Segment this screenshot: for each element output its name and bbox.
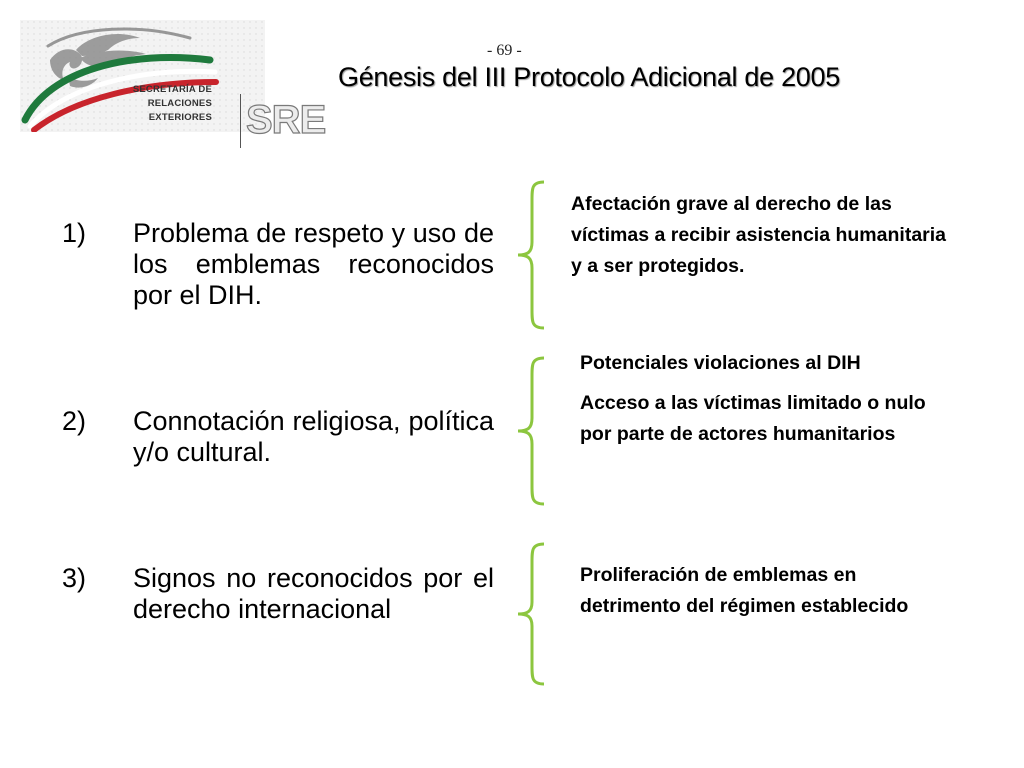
logo-agency-name xyxy=(126,83,212,125)
consequence-block xyxy=(580,348,960,450)
item-text: Signos no reconocidos por el derecho internacional xyxy=(133,563,494,624)
sre-logo xyxy=(20,20,326,142)
brace-icon xyxy=(512,180,548,330)
item-text: Problema de respeto y uso de los emblemas reconocidos por el DIH. xyxy=(133,218,494,310)
consequence-block xyxy=(571,189,961,282)
slide-title: Génesis del III Protocolo Adicional de 2005 xyxy=(338,62,840,92)
consequence-text: Acceso a las víctimas limitado o nulo por parte de actores humanitarios xyxy=(580,392,926,445)
item-number: 1) xyxy=(62,218,87,248)
consequence-text: Proliferación de emblemas en detrimento del régimen establecido xyxy=(580,564,909,617)
page-number: - 69 - xyxy=(487,42,522,59)
brace-icon xyxy=(512,542,548,686)
list-item xyxy=(62,218,494,311)
consequence-text: Potenciales violaciones al DIH xyxy=(580,352,861,374)
item-text: Connotación religiosa, política y/o cultural. xyxy=(133,406,494,467)
logo-line: EXTERIORES xyxy=(148,112,212,123)
logo-abbreviation: SRE xyxy=(246,98,326,142)
brace-icon xyxy=(512,356,548,506)
item-number: 3) xyxy=(62,563,87,593)
list-item xyxy=(62,406,494,468)
logo-line: RELACIONES xyxy=(147,98,212,109)
consequence-text: Afectación grave al derecho de las víctimas a recibir asistencia humanitaria y a ser protegidos. xyxy=(571,193,947,277)
consequence-block xyxy=(580,560,960,622)
logo-divider xyxy=(240,94,241,148)
item-number: 2) xyxy=(62,406,87,436)
list-item xyxy=(62,563,494,625)
logo-line: SECRETARÍA DE xyxy=(132,84,212,95)
